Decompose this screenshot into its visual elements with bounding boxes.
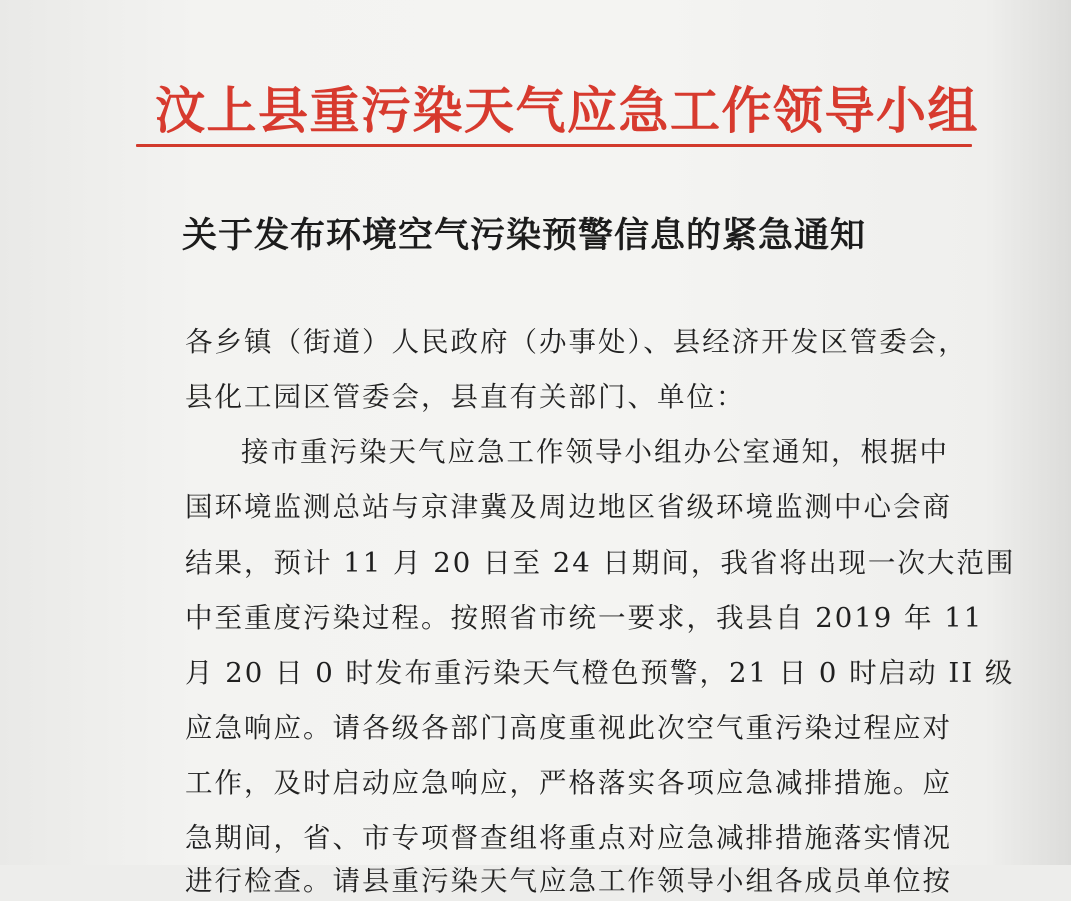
body-line-7: 工作，及时启动应急响应，严格落实各项应急减排措施。应 [185, 767, 952, 799]
body-line-2: 国环境监测总站与京津冀及周边地区省级环境监测中心会商 [185, 491, 952, 523]
body-line-4: 中至重度污染过程。按照省市统一要求，我县自 2019 年 11 [185, 602, 984, 634]
body-line-3: 结果，预计 11 月 20 日至 24 日期间，我省将出现一次大范围 [185, 547, 1016, 579]
body-line-5: 月 20 日 0 时发布重污染天气橙色预警，21 日 0 时启动 II 级 [185, 657, 1015, 689]
red-header-rule [136, 144, 972, 147]
notice-title: 关于发布环境空气污染预警信息的紧急通知 [182, 215, 867, 256]
issuing-organization-title: 汶上县重污染天气应急工作领导小组 [155, 81, 979, 140]
addressee-line-1: 各乡镇（街道）人民政府（办事处）、县经济开发区管委会， [185, 326, 968, 358]
body-line-8: 急期间，省、市专项督查组将重点对应急减排措施落实情况 [185, 822, 952, 854]
body-line-6: 应急响应。请各级各部门高度重视此次空气重污染过程应对 [185, 712, 952, 744]
addressee-line-2: 县化工园区管委会，县直有关部门、单位： [185, 381, 746, 413]
body-line-9: 进行检查。请县重污染天气应急工作领导小组各成员单位按 [185, 865, 952, 897]
body-line-1: 接市重污染天气应急工作领导小组办公室通知，根据中 [241, 436, 949, 468]
